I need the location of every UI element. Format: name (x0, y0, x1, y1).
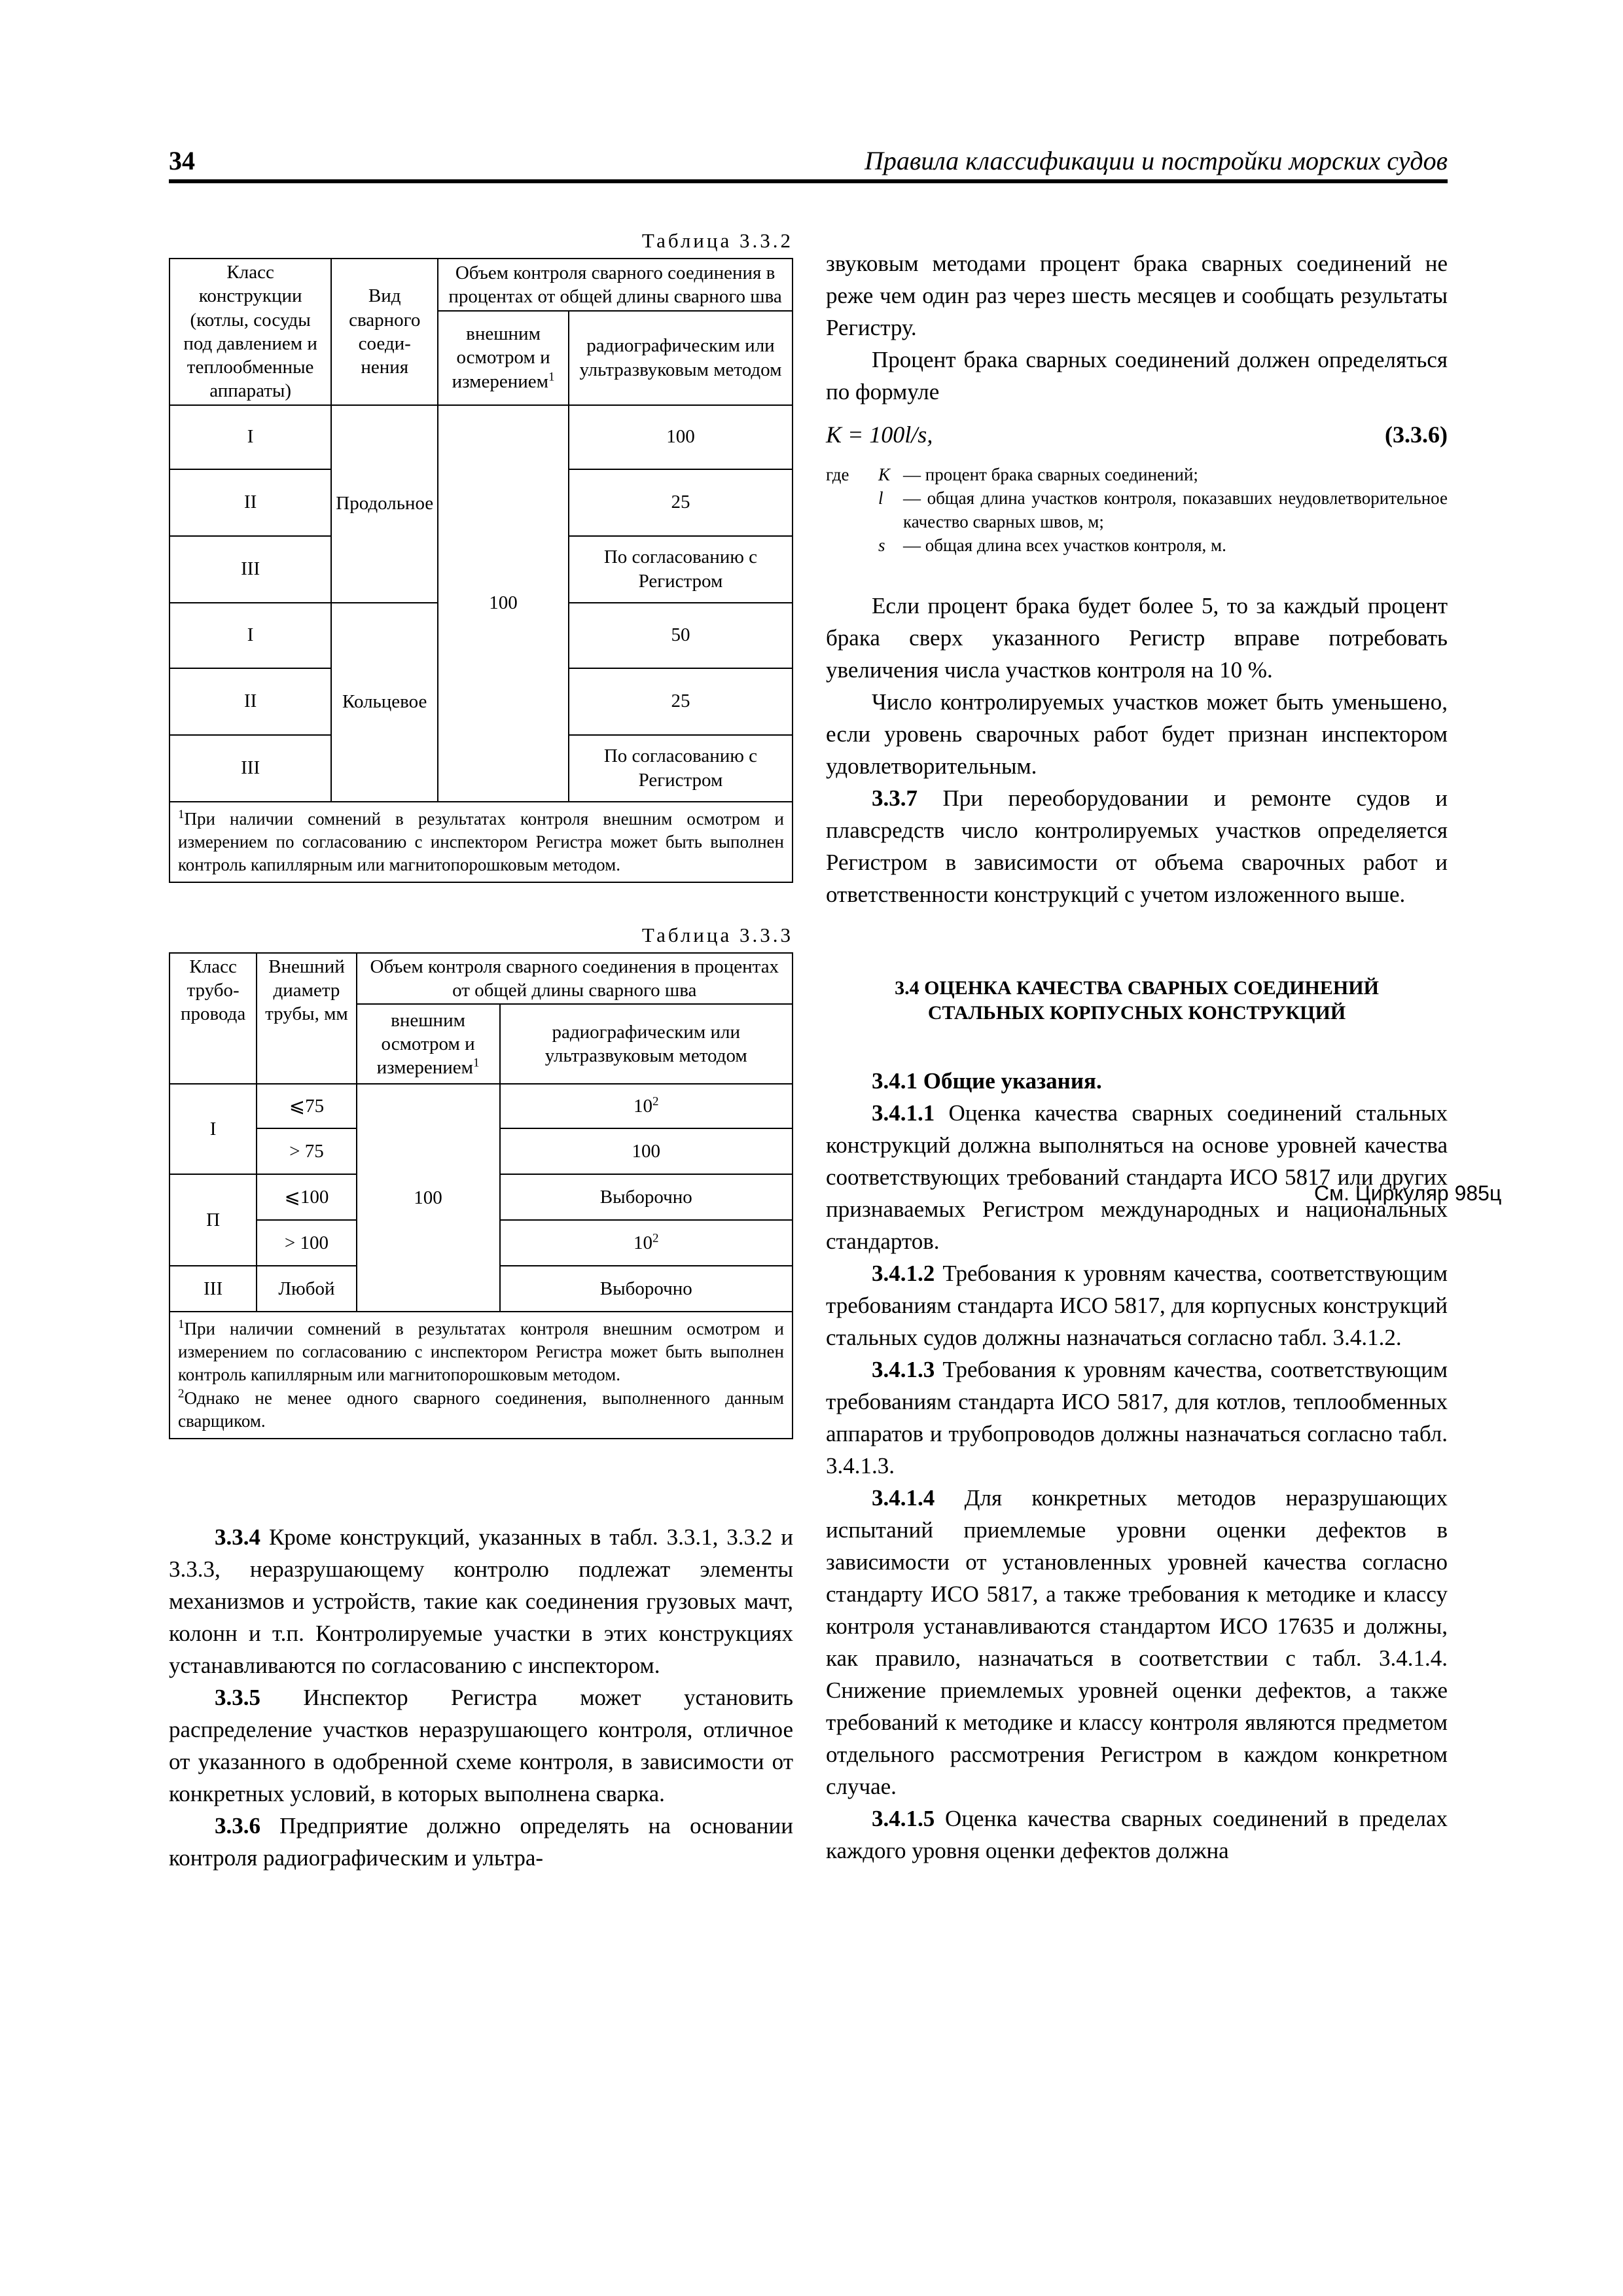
formula-3-3-6 (826, 417, 1448, 456)
t1-radio-cell: 25 (569, 469, 793, 536)
formula-legend (826, 463, 1448, 557)
t1-type-ring: Кольцевое (331, 603, 438, 802)
t2-diam-cell: ⩽75 (257, 1084, 356, 1128)
table-3-3-2-caption: Таблица 3.3.2 (641, 229, 793, 252)
t1-type-long: Продольное (331, 405, 438, 603)
subheading-3-4-1: 3.4.1 Общие указания. (872, 1068, 1102, 1094)
t1-class-cell: II (169, 469, 331, 536)
formula-expression: K = 100l/s, (826, 422, 933, 448)
t2-class-1: I (169, 1084, 257, 1174)
paragraph-3-3-7: 3.3.7 При переоборудовании и ремонте судов и плавсредств число контролируемых участков определяется Регистром в зависимости от объема сварочных работ и ответственности конструкций с учетом изложенного выше. (826, 785, 1448, 907)
paragraph-3-4-1-3: 3.4.1.3 Требования к уровням качества, соответствующим требованиям стандарта ИСО 5817, для котлов, теплообменных аппаратов и трубопроводов должны назначаться согласно табл. 3.4.1.3. (826, 1357, 1448, 1479)
t1-header-type: Вид сварного соеди-нения (331, 259, 438, 405)
running-title: Правила классификации и постройки морских судов (864, 146, 1448, 175)
paragraph-continuation: звуковым методами процент брака сварных соединений не реже чем один раз через шесть месяцев и сообщать результаты Регистру. (826, 251, 1448, 340)
paragraph-3-4-1-5: 3.4.1.5 Оценка качества сварных соединений в пределах каждого уровня оценки дефектов должна (826, 1806, 1448, 1863)
t1-class-cell: I (169, 405, 331, 469)
table-3-3-3 (169, 952, 793, 1439)
t1-radio-cell: 50 (569, 603, 793, 668)
t2-radio-cell: $10^2$ (500, 1084, 793, 1128)
legend-item: l — общая длина участков контроля, показавших неудовлетворительное качество сварных швов, м; (878, 488, 1448, 531)
t1-class-cell: I (169, 603, 331, 668)
right-column (826, 247, 1448, 1867)
t2-diam-cell: > 75 (257, 1128, 356, 1174)
t2-header-radio: радиографическим или ультразвуковым методом (500, 1004, 793, 1084)
t2-radio-cell: Выборочно (500, 1266, 793, 1312)
paragraph-reduce: Число контролируемых участков может быть уменьшено, если уровень сварочных работ будет признан инспектором удовлетворительным. (826, 689, 1448, 779)
t2-header-diam: Внешний диаметр трубы, мм (257, 953, 356, 1085)
t2-header-visual: внешним осмотром и измерением$^1$ (357, 1004, 500, 1084)
t1-class-cell: III (169, 536, 331, 603)
paragraph-3-3-4: 3.3.4 Кроме конструкций, указанных в табл. 3.3.1, 3.3.2 и 3.3.3, неразрушающему контролю подлежат элементы механизмов и устройств, такие как соединения грузовых мачт, колонн и т.п. Контролируемые участки в этих конструкциях устанавливаются по согласованию с инспектором. (169, 1524, 793, 1678)
legend-item: s — общая длина всех участков контроля, м. (878, 535, 1226, 555)
t1-radio-cell: 25 (569, 668, 793, 735)
t2-footnote-1: $^1$При наличии сомнений в результатах контроля внешним осмотром и измерением по согласованию с инспектором Регистра может быть выполнен контроль капиллярным или магнитопорошковым методом. (178, 1318, 784, 1385)
page-number: 34 (169, 146, 195, 175)
t1-header-volume: Объем контроля сварного соединения в процентах от общей длины сварного шва (438, 259, 793, 311)
t2-radio-cell: Выборочно (500, 1174, 793, 1220)
legend-item: где K — процент брака сварных соединений; (826, 463, 1448, 486)
t1-class-cell: III (169, 735, 331, 802)
t1-footnote: $^1$При наличии сомнений в результатах контроля внешним осмотром и измерением по согласованию с инспектором Регистра может быть выполнен контроль капиллярным или магнитопорошковым методом. (169, 802, 793, 882)
t1-radio-cell: 100 (569, 405, 793, 469)
paragraph-formula-intro: Процент брака сварных соединений должен определяться по формуле (826, 347, 1448, 404)
t2-class-3: III (169, 1266, 257, 1312)
section-title-3-4: 3.4 ОЦЕНКА КАЧЕСТВА СВАРНЫХ СОЕДИНЕНИЙ СТАЛЬНЫХ КОРПУСНЫХ КОНСТРУКЦИЙ (895, 977, 1379, 1024)
table-3-3-2 (169, 258, 793, 883)
page-header (169, 143, 1448, 183)
t1-visual-value: 100 (438, 405, 569, 802)
t1-header-visual: внешним осмотром и измерением$^1$ (438, 311, 569, 405)
t2-class-2: П (169, 1174, 257, 1266)
t1-header-radio: радиографическим или ультразвуковым методом (569, 311, 793, 405)
paragraph-3-4-1-2: 3.4.1.2 Требования к уровням качества, соответствующим требованиям стандарта ИСО 5817, для корпусных конструкций стальных судов должны назначаться согласно табл. 3.4.1.2. (826, 1261, 1448, 1350)
left-column (169, 229, 793, 1874)
t2-diam-cell: ⩽100 (257, 1174, 356, 1220)
t2-footnotes (169, 1312, 793, 1438)
paragraph-3-3-5: 3.3.5 Инспектор Регистра может установить распределение участков неразрушающего контроля, отличное от указанного в одобренной схеме контроля, в зависимости от конкретных условий, в которых выполнена сварка. (169, 1684, 793, 1806)
formula-label: (3.3.6) (1385, 422, 1448, 448)
paragraph-3-4-1-4: 3.4.1.4 Для конкретных методов неразрушающих испытаний приемлемые уровни оценки дефектов в зависимости от установленных уровней качества согласно стандарту ИСО 5817, а также требования к методике и классу контроля устанавливаются стандартом ИСО 17635 и должны, как правило, назначаться в соответствии с табл. 3.4.1.4. Снижение приемлемых уровней оценки дефектов, а также требований к методике и классу контроля являются предметом отдельного рассмотрения Регистром в каждом конкретном случае. (826, 1485, 1448, 1799)
t1-radio-cell: По согласованию с Регистром (569, 536, 793, 603)
table-3-3-3-caption: Таблица 3.3.3 (641, 923, 793, 946)
t2-diam-cell: Любой (257, 1266, 356, 1312)
t2-header-volume: Объем контроля сварного соединения в процентах от общей длины сварного шва (357, 953, 793, 1005)
t1-header-class: Класс конструкции (котлы, сосуды под давлением и теплообменные аппараты) (169, 259, 331, 405)
t2-footnote-2: $^2$Однако не менее одного сварного соединения, выполненного данным сварщиком. (178, 1386, 784, 1431)
legend-where: где (826, 465, 849, 484)
t1-class-cell: II (169, 668, 331, 735)
margin-note-circular: См. Циркуляр 985ц (1314, 1181, 1502, 1205)
t1-radio-cell: По согласованию с Регистром (569, 735, 793, 802)
paragraph-3-4-1-1: 3.4.1.1 Оценка качества сварных соединений стальных конструкций должна выполняться на основе уровней качества соответствующих требований стандарта ИСО 5817 или других признаваемых Регистром международных и национальных стандартов. (826, 1100, 1448, 1254)
t2-diam-cell: > 100 (257, 1220, 356, 1266)
paragraph-3-3-6: 3.3.6 Предприятие должно определять на основании контроля радиографическим и ультра- (169, 1812, 793, 1871)
t2-radio-cell: $10^2$ (500, 1220, 793, 1266)
t2-header-class: Класс трубо-провода (169, 953, 257, 1085)
t2-radio-cell: 100 (500, 1128, 793, 1174)
paragraph-if-defects: Если процент брака будет более 5, то за каждый процент брака сверх указанного Регистр вправе потребовать увеличения числа участков контроля на 10 %. (826, 593, 1448, 683)
t2-visual-value: 100 (357, 1084, 500, 1312)
